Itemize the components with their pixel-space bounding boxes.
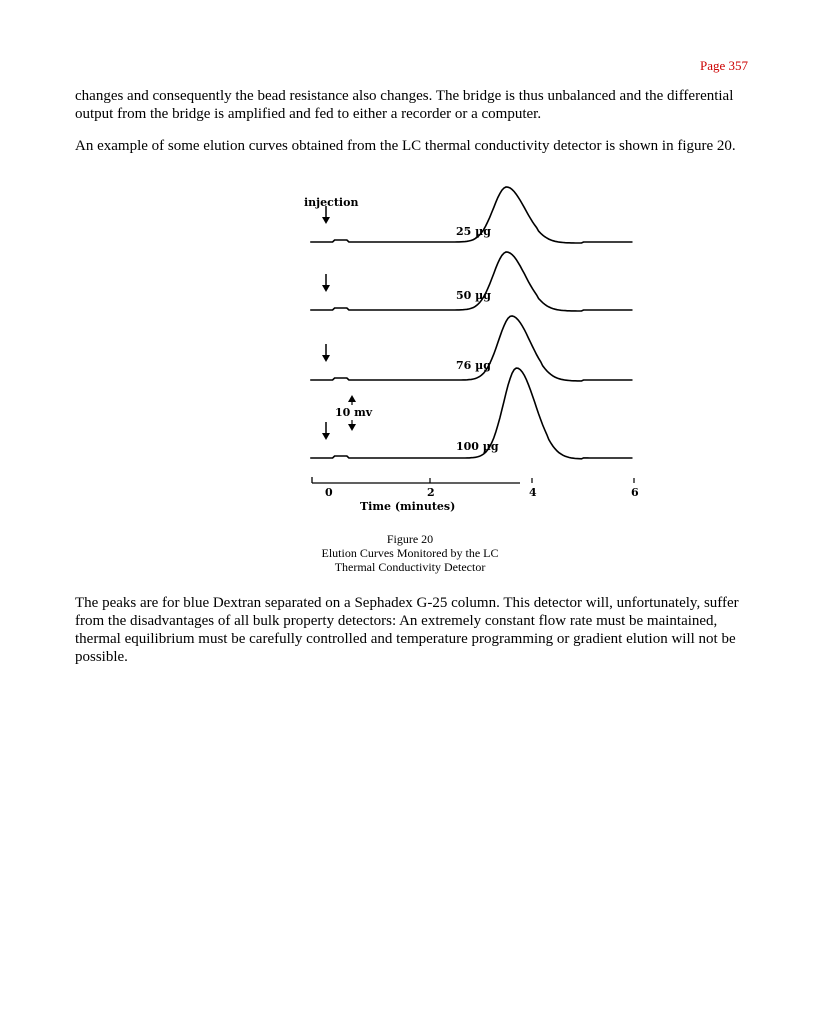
paragraph-intro: changes and consequently the bead resistance also changes. The bridge is thus unbalanced and the differential output from the bridge is amplified and fed to either a recorder or a computer. [75, 88, 734, 122]
x-axis-label: Time (minutes) [360, 500, 456, 513]
caption-line-2: Elution Curves Monitored by the LC [321, 546, 499, 560]
scale-label: 10 mv [335, 406, 373, 419]
x-tick-label-6: 6 [631, 486, 639, 499]
paragraph-discussion: The peaks are for blue Dextran separated on a Sephadex G-25 column. This detector will, unfortunately, suffer from the disadvantages of all bulk property detectors: An extremely constant flow rate must be maintained, thermal equilibrium must be carefully controlled and temperature programming or gradient elution will not be possible. [75, 595, 739, 665]
page-number: Page 357 [699, 58, 748, 73]
series-label-4: 100 µg [456, 440, 499, 453]
caption-figure-number: Figure 20 [386, 532, 434, 546]
injection-label: injection [304, 196, 359, 209]
series-label-3: 76 µg [456, 359, 491, 372]
elution-chart [290, 182, 639, 522]
scale-arrow-down [348, 424, 356, 431]
series-label-2: 50 µg [456, 289, 491, 302]
injection-arrowhead-2 [322, 285, 330, 292]
injection-arrowhead-1 [322, 217, 330, 224]
scale-arrow-up [348, 395, 356, 402]
elution-curve-2 [310, 252, 632, 311]
caption-line-3: Thermal Conductivity Detector [334, 560, 486, 574]
paragraph-example: An example of some elution curves obtained from the LC thermal conductivity detector is shown in figure 20. [75, 138, 736, 154]
injection-arrowhead-3 [322, 355, 330, 362]
x-tick-label-4: 4 [529, 486, 537, 499]
x-tick-label-2: 2 [427, 486, 435, 499]
figure-caption [200, 532, 620, 574]
injection-arrowhead-4 [322, 433, 330, 440]
x-tick-label-0: 0 [325, 486, 333, 499]
figure-20 [290, 182, 639, 522]
series-label-1: 25 µg [456, 225, 491, 238]
